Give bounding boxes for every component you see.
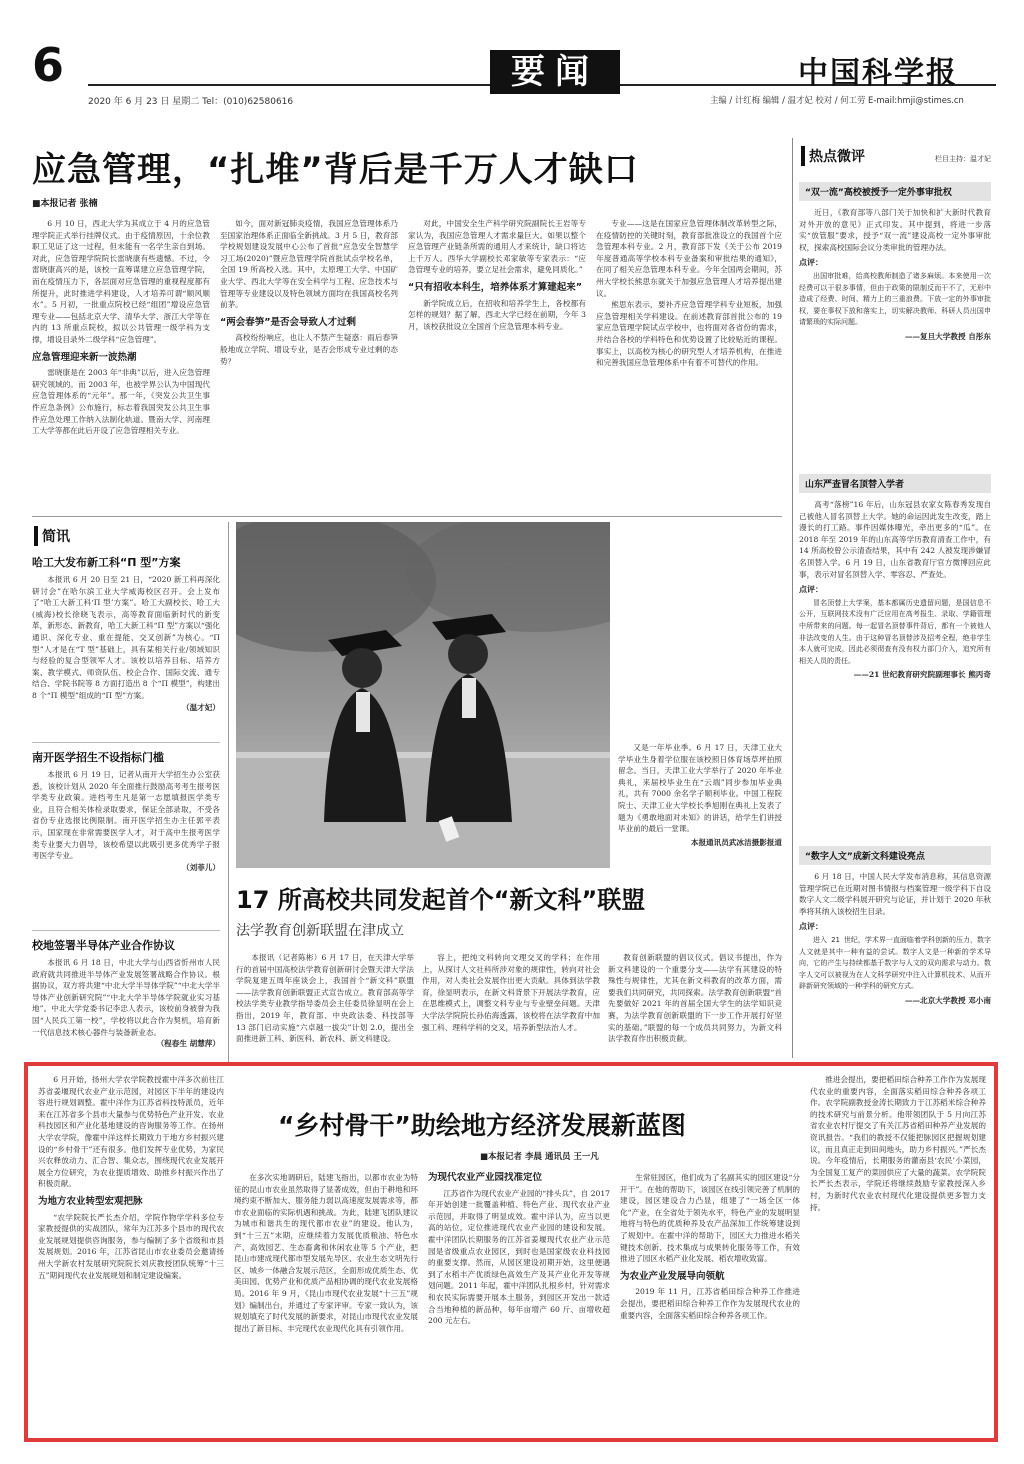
feature-col4-text: 生常驻园区，他们成为了名副其实的园区建设“分开干”。在他的帮助下，该园区在线引领完善了机制的建设，园区建设合力凸显，组建了“一场全区一体化“产业，在全省处于领先水平，特色产业的发展明显地将与特色的优质种养及农产品深加工作统筹建设到了规划中。在霍中洋的帮助下，园区大力推进水稻关键技术创新、技术集成与成果转化服务等工作，有效推进了园区水稻产业化发展、稻农增收致富。 (620, 1173, 800, 1264)
brief-item-signature: （程春生 胡慧萍） (156, 1039, 220, 1049)
hot-item-lead: 近日，《教育部等八部门关于加快和扩大新时代教育对外开放的意见》正式印发。其中提到，将进一步落实“放管服”要求，授予“双一流”建设高校一定外事审批权，探索高校国际会议分类审批的管理办法。 (799, 208, 991, 252)
article2-headline: 17 所高校共同发起首个“新文科”联盟 (236, 886, 646, 914)
brief-item-heading: 哈工大发布新工科“Π 型”方案 (32, 556, 181, 569)
article2-col2-text: 容上，把纯文科转向文理交叉的学科；在作用上，从探讨人文社科所涉对象的规律性，转向对社会作用，对人类社会发展作出更大贡献。具体到法学教育，徐显明表示，在新文科背景下开展法学教育，应在思维模式上，调整文科专业与专业壁垒问题。天津大学法学院院长孙佑海透露，该校将在法学教育中加强工科、理科学科的交叉，培养新型法治人才。 (422, 953, 600, 1032)
feature-column-2 (234, 1172, 418, 1436)
brief-item-body: 本报讯 6 月 19 日，记者从南开大学招生办公室获悉，该校计划从 2020 年全面推行鼓励高考考生报考医学类专业政策。进档考生凡是第一志愿填报医学类专业，且符合相关体检录取要求，保证全部录取，不受各省份专业选报比例限制。南开医学招生办主任郭平表示，国家现在非常需要医学人才，对于高中生报考医学类专业要大力倡导，该校希望以此吸引更多优秀学子报考医学专业。 (32, 770, 220, 861)
lead-column-3 (408, 218, 586, 508)
feature-col1-text: 6 月开始，扬州大学农学院教授霍中洋多次前往江苏省姜堰现代农业产业示范园，对园区下半年的建设内容进行规划调整。霍中洋作为江苏省科技特派员，近年来在江苏省多个县市大量参与优势特色产业开发、农业科技园区和产业化基地建设的咨询服务等工作。在扬州大学农学院，像霍中洋这样长期致力于地方乡村振兴建设的“乡村骨干”还有很多。他们发挥专业优势，为家民兴农释放动力、汇合智、集众志，围绕现代农业发展开展全方位研究，为农业提质增效、助推乡村振兴作出了积极贡献。 (38, 1075, 224, 1189)
lead-col4b-text: 熊思东表示，要补齐应急管理学科专业短板，加强应急管理相关学科建设。在前述教育部首批公布的 19 家应急管理学院试点学校中，也将面对各省份的需求，并结合各校的学科特色和优势设置了比较贴近的课程。事实上，以高校为核心的研究型人才培养机构，在推进和完善我国应急管理体系中有着不可替代的作用。 (596, 300, 782, 368)
feature-col3-subheading: 为现代农业产业园找准定位 (428, 1172, 543, 1183)
lead-headline: 应急管理，“扎堆”背后是千万人才缺口 (32, 150, 639, 190)
lead-col1-text: 6 月 10 日，西北大学为其成立于 4 月的应急管理学院正式举行挂牌仪式。由于疫情原因，十余位教职工见证了这一过程，但未能有一名学生亲自到场。对此，应急管理学院院长雷晓康有些遗憾。不过，令雷晓康高兴的是，该校一直筹谋建立应急管理学院，而在疫情压力下，各层面对应急管理的重视程度都有所提升，此时推进学科建设，人才培养可谓“顺风顺水”。5 月初，一批重点院校已经“组团”增设应急管理专业——包括北京大学、清华大学、浙江大学等在内的 13 所重点院校，拟以公共管理一级学科为支撑，增设目录外二级学科“应急管理”。 (32, 219, 210, 344)
lead-col3b-text: 新学院成立后，在招收和培养学生上，各校都有怎样的规划？据了解，西北大学已经在前期，今年 3 月，该校获批设立全国首个应急管理本科专业。 (408, 298, 586, 331)
feature-column-4 (620, 1172, 800, 1436)
hot-item-lead: 高考“落榜”16 年后，山东冠县农家女陈春秀发现自己被他人冒名顶替上大学。她的命运因此发生改变，踏上漫长的打工路。事件因媒体曝光，牵出更多的“瓜”。在 2018 年至 2019 年的山东高等学历教育清查工作中，有 14 所高校曾公示清查结果，其中有 242 人被发现涉嫌冒名顶替入学。6 月 19 日，山东省教育厅官方微博回应此事，表示对冒名顶替入学、零容忍、严查处。 (799, 500, 991, 579)
article2-column-2 (422, 952, 600, 1058)
lead-col2-text: 如今，面对新冠肺炎疫情，我国应急管理体系乃至国家治理体系正面临全新挑战。3 月 5 日，教育部学校规划建设发展中心公布了首批“应急安全智慧学习工场(2020)”暨应急管理学院首批试点学校名单，全国 19 所高校入选。其中，太原理工大学、中国矿业大学、西北大学等在安全科学与工程、应急技术与管理等专业建设以及特色领域方面均在我国高校名列前茅。 (220, 219, 398, 310)
article2-col3-text: 教育创新联盟的倡议仪式。倡议书提出，作为新文科建设的一个重要分支——法学有其建设的特殊性与规律性，尤其在新文科教育的改革方面，需要我们共同研究，共同探索。法学教育创新联盟“首先要做好 2021 年的首届全国大学生的法学知识竞赛，为法学教育创新联盟的下一步工作开展打好坚实的基础。”联盟的每一个成员共同努力，为新文科法学教育作出积极贡献。 (608, 953, 782, 1044)
hot-item-signature: ——北京大学教授 邓小南 (904, 995, 991, 1005)
feature-col2-text: 在多次实地调研后，陆建飞指出，以都市农业为特征的昆山市农业虽然取得了显著成效，但由于耕地和环境约束不断加大、服务能力弱以高速度发展需求等，都市农业面临的实际机遇和挑战。为此，陆建飞团队建议为城市和谐共生的现代都市农业”的建设。他认为，到“十三五”末期，应继续着力发展优质粮油、特色水产、高效园艺、生态畜禽和休闲农业等 5 个产业，把昆山市建成现代都市型发展先导区、农业生态文明先行区、城乡一体融合发展示范区，全面形成优质生态、优美田园、优势产业和优质产品相协调的现代农业发展格局。2016 年 9 月，《昆山市现代农业发展“十三五”规划》编制出台，并通过了专家评审。专家一致认为，该规划填充了时代发展的新要求，对昆山市现代农业发展提出了新目标、丰完现代农业现代化具有引领作用。 (234, 1173, 418, 1333)
feature-col4b-text: 2019 年 11 月，江苏省稻田综合种养工作推进会提出，要把稻田综合种养工作作为发展现代农业的重要内容，全面落实稻田综合种养各项工作。 (620, 1287, 800, 1320)
hot-column-title: 热点微评 (801, 146, 865, 166)
newspaper-logo: 中国科学报 (798, 56, 958, 91)
hot-item-2 (799, 474, 991, 834)
hot-column-editor: 栏目主持：温才妃 (935, 155, 991, 163)
feature-column-1 (38, 1074, 224, 1436)
photo-illustration (236, 522, 610, 868)
hot-item-heading: “数字人文”成新文科建设亮点 (799, 846, 991, 865)
feature-col5-text: 推进会提出，要把稻田综合种养工作作为发展现代农业的重要内容，全面落实稻田综合种养各项工作。农学院副教授金涛长期致力于江苏稻米综合种养的技术研究与前景分析。他带领团队于 5 月向江苏省农业农村厅提交了有关江苏省稻田种养产业发展的资讯报告。“我们的教授不仅能把脉园区把握规划建议，而且真正走到田间地头，助力乡村振兴。”严长杰说。今年疫情后，长期服务的灌南县‘农民’小菜园，为全国复工复产的菜园供应了大量的蔬菜。农学院院长严长杰表示，学院还将继续鼓励专家教授深入乡村，为新时代农业农村现代化建设提供更多智力支持。 (810, 1075, 986, 1212)
section-divider (32, 516, 782, 517)
masthead (28, 38, 996, 108)
hot-item-comment-label: 点评： (799, 585, 823, 595)
article2-col1-text: 本报讯（记者陈彬）6 月 17 日，在天津大学举行的首届中国高校法学教育创新研讨会暨天津大学法学院复建五周年座谈会上，我国首个“新文科”联盟——法学教育创新联盟正式宣告成立。教育部高等学校法学类专业教学指导委员会主任委员徐显明在会上指出，2019 年，教育部、中央政法委、科技部等 13 部门启动实施“六卓越一拔尖”计划 2.0，提出全面推进新工科、新医科、新农科、新文科建设。 (236, 953, 414, 1044)
graduation-photo (236, 522, 610, 868)
hot-item-1 (799, 182, 991, 462)
hot-item-comment: 出国审批难，给高校教师制造了诸多麻烦。本来使用一次经费可以干很多事情，但由于政策的限制反而干不了，无形中造成了经费、时间、精力上的三重浪费。下放一定的外事审批权，要在事权下放和落实上，切实解决教师、科研人员出国申请繁琐的实际问题。 (799, 271, 991, 327)
feature-highlight-box (24, 1062, 998, 1442)
hot-item-comment-label: 点评： (799, 258, 823, 268)
lead-col2b-text: 高校纷纷响应，也让人不禁产生疑惑：雨后春笋般地成立学院、增设专业，是否会形成专业过剩的态势？ (220, 333, 398, 366)
hot-item-comment: 冒名顶替上大学案，基本都属历史遗留问题，是国信息不公开，互联网技术没有广泛应用在高考报生、录取、学籍管理中所带来的问题。每一起冒名顶替事件背后，都有一个被他人非法改变的人生。由于这种冒名顶替涉及招考全程，绝非学生本人就可完成，因此必须彻查有没有权力部门介入，追究所有相关人员的责任。 (799, 598, 991, 665)
feature-col4-subheading: 为农业产业发展导向领航 (620, 1270, 725, 1282)
photo-caption (618, 742, 782, 902)
feature-column-3 (428, 1172, 610, 1436)
brief-column (32, 522, 229, 1062)
lead-col1-subheading: 应急管理迎来新一波热潮 (32, 351, 137, 363)
hot-item-heading: 山东严查冒名顶替入学者 (799, 474, 991, 493)
feature-byline: ■本报记者 李晨 通讯员 王一凡 (480, 1152, 599, 1162)
feature-column-5 (810, 1074, 986, 1436)
brief-column-title: 简讯 (34, 526, 70, 546)
lead-col3-text: 对此，中国安全生产科学研究院副院长王岩等专家认为，我国应急管理人才需求量巨大。如果以整个应急管理产业链条所需的通用人才来统计，缺口将达上千万人。西华大学副校长邓家敏等专家表示：“应急管理专业的培养，要立足社会需求，避免同质化。” (408, 219, 586, 275)
lead-column-1 (32, 218, 210, 508)
lead-column-2 (220, 218, 398, 508)
hot-item-comment: 进入 21 世纪，学术界一直面临着学科创新的压力，数字人文就是其中一种有益的尝试。数字人文是一种新的学术导向，它的产生与持续都基于数字与人文的双向需求与动力。数字人文可以被视为在人文科学研究中注入计算机技术、从而开辟新研究领域的一种学科的研究方式。 (799, 935, 991, 991)
lead-col3-subheading: “只有招收本科生，培养体系才算建起来” (408, 281, 582, 293)
article2-column-3 (608, 952, 782, 1058)
brief-item-heading: 校地签署半导体产业合作协议 (32, 939, 175, 952)
hot-column (792, 138, 997, 1058)
lead-col1b-text: 雷晓康是在 2003 年“非典”以后，进入应急管理研究领域的。而 2003 年，也被学界公认为中国现代应急管理体系的“元年”。那一年，《突发公共卫生事件应急条例》公布施行，标志着我国突发公共卫生事件应急处理工作纳入法制化轨道。暨南大学、河南理工大学等都在此后开设了应急管理相关专业。 (32, 368, 210, 436)
feature-col1-subheading: 为地方农业转型宏观把脉 (38, 1195, 143, 1207)
brief-item-2 (32, 742, 220, 925)
brief-item-1 (32, 554, 220, 730)
hot-item-comment-label: 点评： (799, 922, 823, 932)
lead-byline: ■本报记者 张楠 (32, 199, 98, 209)
photo-caption-text: 又是一年毕业季。6 月 17 日，天津工业大学毕业生身着学位服在该校照日体育场草坪拍照留念。当日，天津工业大学举行了 2020 年毕业典礼，来届校毕业生在“云端”同步参加毕业典礼，共有 7000 余名学子顺利毕业。中国工程院院士、天津工业大学校长季旭刚在典礼上发表了题为《勇敢地面对未知》的讲话，给学生们讲授毕业前的最后一堂课。 (618, 743, 782, 834)
brief-item-3 (32, 930, 220, 1067)
lead-column-4 (596, 218, 782, 508)
brief-item-body: 本报讯 6 月 20 日至 21 日，“2020 新工科再深化研讨会”在哈尔滨工业大学威海校区召开。会上发布了“哈工大新工科‘Π 型’方案”。哈工大副校长、哈工大(威海)校长徐晓飞表示，高等教育面临新时代的新变革，新形态、新教育，哈工大新工科“Π 型”方案以“强化通识、深化专业、重在提能、交叉创新”为核心。“Π 型”人才是在“T 型”基础上，具有某相关行业/领域知识与经验的复合型领军人才。该校以培养目标、培养方案、教学模式、师资队伍、校企合作、国际交流、通专结合、学院书院等 8 方面打造出 8 个“Π 模型”，构建出 8 个“Π 模型”组成的“Π 型”方案。 (32, 575, 220, 700)
hot-item-signature: ——复旦大学教授 自彤东 (904, 331, 991, 341)
hot-item-lead: 6 月 18 日，中国人民大学发布消息称，其信息资源管理学院已在近期对图书情报与档案管理一级学科下自设数字人文二级学科展开研究与论证，并计划于 2020 年秋季将其纳入该校招生目录。 (799, 872, 991, 916)
photo-credit: 本报通讯员武冰洁摄影报道 (690, 837, 782, 847)
hot-item-signature: ——21 世纪教育研究院副理事长 熊丙奇 (853, 670, 991, 680)
hot-item-heading: “双一流”高校被授予一定外事审批权 (799, 182, 991, 201)
feature-col1b-text: “农学院院长严长杰介绍，学院作物学学科多位专家教授提供的实战团队，常年为江苏多个县市的现代农业发展规划提供咨询服务，参与编制了多个省级和市县发展规划。2016 年，江苏省昆山市农业委员会邀请扬州大学新农村发展研究院院长刘庆教授团队统筹“十三五”期间现代农业发展规划和制定建设编案。 (38, 1212, 224, 1280)
hot-item-3 (799, 846, 991, 1054)
article2-column-1 (236, 952, 414, 1058)
page-number: 6 (32, 38, 65, 92)
brief-item-signature: （刘菲儿） (182, 862, 220, 872)
lead-col2-subheading: “两会春笋”是否会导致人才过剩 (220, 316, 356, 328)
staff-line: 主编 / 计红梅 编辑 / 温才妃 校对 / 何工劳 E-mail:hmji@stimes.cn (710, 95, 964, 105)
lead-col4-text: 专业——这是在国家应急管理体制改革转型之际，在疫情防控的关键时刻，教育部批准设立的我国首个应急管理本科专业。2 月，教育部下发《关于公布 2019 年度普通高等学校本科专业备案和审批结果的通知》，在同了相关应急管理本科专业。今年全国两会期间，苏州大学校长熊思东就关于加强应急管理人才培养提出建议。 (596, 219, 782, 298)
brief-item-signature: （温才妃） (182, 702, 220, 712)
feature-col3-text: 江苏省作为现代农业产业园的“排头兵”，自 2017 年开始创建一批覆盖种植、特色产业、现代农业产业示范园，并取得了明显成效。霍中洋认为，应当以更高的站位，定位推进现代农业产业园的建设和发展。霍中洋团队长期服务的江苏省姜堰现代农业产业示范园是省级重点农业园区，到时也是国家级农业科技园的重要支撑。然而，从园区建设初期开始，这里便遇到了水稻丰产优质绿色高效生产及其产业化开发等规划问题。2011 年起，霍中洋团队扎根乡村，针对需求和农民实际需要开展本土服务，到园区开发出一款适合当地种植的新品种，每年亩增产 60 斤、亩增收超 200 元左右。 (428, 1188, 610, 1326)
date-line: 2020 年 6 月 23 日 星期二 Tel：(010)62580616 (88, 97, 294, 107)
feature-headline: “乡村骨干”助绘地方经济发展新蓝图 (278, 1111, 686, 1140)
brief-item-body: 本报讯 6 月 18 日，中北大学与山西省忻州市人民政府就共同推进半导体产业发展签署战略合作协议。根据协议，双方将共建“中北大学半导体学院”“中北大学半导体产业创新研究院”“中北大学半导体学院就业实习基地”。中北大学党委书记李忠人表示，该校前身被誉为我国“人民兵工第一校”，学校将以此合作为契机，培育新一代信息技术核心器件与装备新业态。 (32, 958, 220, 1037)
article2-subheadline: 法学教育创新联盟在津成立 (236, 923, 404, 939)
brief-item-heading: 南开医学招生不设指标门槛 (32, 751, 164, 764)
section-tab: 要闻 (490, 50, 620, 94)
